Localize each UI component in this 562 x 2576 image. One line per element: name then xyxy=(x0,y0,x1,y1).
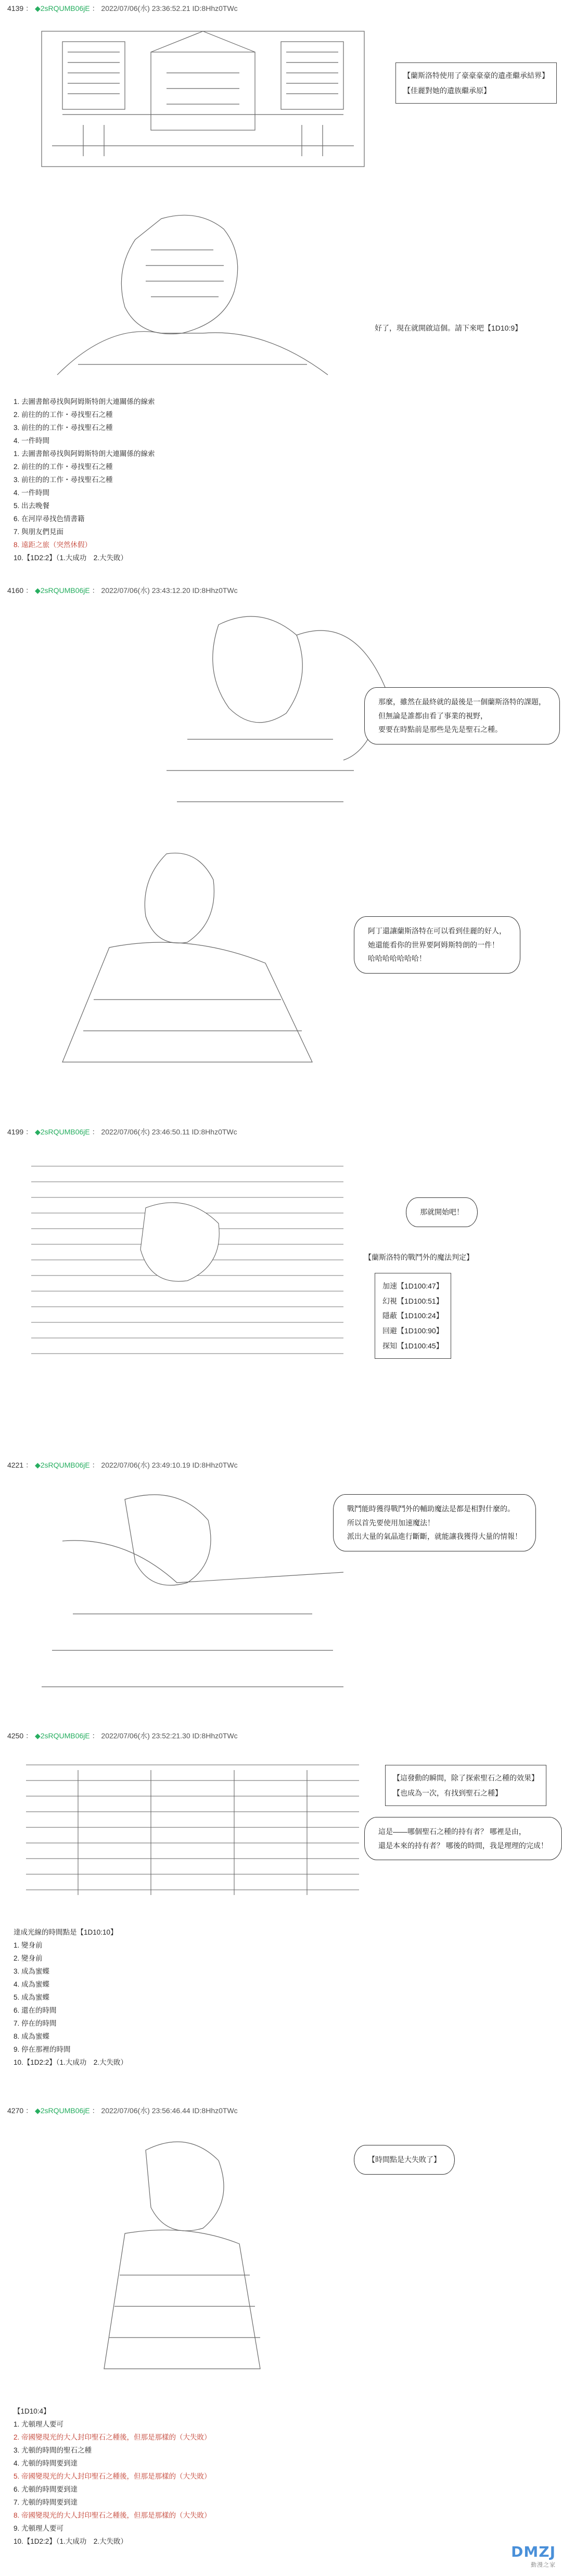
post-date: 2022/07/06(水) 23:52:21.30 ID:8Hhz0TWc xyxy=(101,1732,238,1740)
list-title: 【1D10:4】 xyxy=(14,2407,50,2415)
narration-box: 【蘭斯洛特使用了豪豪豪豪的遺產繼承結界】 【佳麗對她的遺族繼承原】 xyxy=(395,62,557,104)
post-4199 xyxy=(0,1125,562,1458)
post-header: 4270 ： ◆2sRQUMB06jE ： 2022/07/06(水) 23:56:46.44 ID:8Hhz0TWc xyxy=(7,2106,238,2115)
character-ascii-art xyxy=(16,1749,369,1905)
post-date: 2022/07/06(水) 23:43:12.20 ID:8Hhz0TWc xyxy=(101,586,238,595)
author-name: ◆2sRQUMB06jE xyxy=(34,4,90,12)
post-header: 4139 ： ◆2sRQUMB06jE ： 2022/07/06(水) 23:36:52.21 ID:8Hhz0TWc xyxy=(7,4,238,12)
dice-result: 10.【1D2:2】（1.大成功 2.大失敗） xyxy=(14,2537,128,2545)
speech-bubble: 【時間點是大失敗了】 xyxy=(354,2145,455,2175)
narration-box: 【這發動的瞬間，除了探索聖石之種的效果】 【也成為一次，有找到聖石之種】 xyxy=(385,1765,546,1806)
character-ascii-art xyxy=(21,1479,354,1708)
post-date: 2022/07/06(水) 23:46:50.11 ID:8Hhz0TWc xyxy=(101,1128,237,1136)
option-list: 【1D10:4】 1. 尤頓理人要可 2. 帝國變現光的大人封印聖石之種後，但那是那樣的（大失敗） 3. 尤頓的時間的聖石之種 4. 尤頓的時間要到達 5. 帝國變現光的大人封印聖石之種後，但那是那樣的（大失敗） 6. 尤頓的時間要到達 7. 尤頓的時間要到達 8. 帝國變現光的大人封印聖石之種後，但那是那樣的（大失敗） 9. 尤頓理人要可 10.【1D2:2】（1.大成功 2.大失敗） xyxy=(14,2405,211,2548)
character-ascii-art xyxy=(21,1145,354,1374)
building-ascii-art xyxy=(31,21,375,177)
character-ascii-art xyxy=(125,604,395,823)
author-name: ◆2sRQUMB06jE xyxy=(34,1732,90,1740)
speech-bubble: 戰鬥能時獲得戰鬥外的輔助魔法是都是相對什麼的。 所以首先要使用加速魔法！ 派出大量的氣晶進行斷斷，就能讓我獲得大量的情報！ xyxy=(333,1494,536,1551)
speech-bubble: 這是——哪個聖石之種的持有者？ 哪裡是由， 還是本來的持有者？ 哪後的時間，我是理理的完成！ xyxy=(364,1817,562,1860)
post-4221 xyxy=(0,1458,562,1728)
post-4160 xyxy=(0,583,562,1125)
post-date: 2022/07/06(水) 23:36:52.21 ID:8Hhz0TWc xyxy=(101,4,238,12)
stats-title: 【蘭斯洛特的戰鬥外的魔法判定】 xyxy=(364,1253,474,1261)
post-header: 4250 ： ◆2sRQUMB06jE ： 2022/07/06(水) 23:52:21.30 ID:8Hhz0TWc xyxy=(7,1732,238,1740)
post-date: 2022/07/06(水) 23:49:10.19 ID:8Hhz0TWc xyxy=(101,1461,238,1469)
speech-line: 好了，現在就開啟這個。請下來吧【1D10:9】 xyxy=(375,324,522,332)
post-4270 xyxy=(0,2103,562,2576)
post-date: 2022/07/06(水) 23:56:46.44 ID:8Hhz0TWc xyxy=(101,2106,238,2115)
post-header: 4199 ： ◆2sRQUMB06jE ： 2022/07/06(水) 23:46:50.11 ID:8Hhz0TWc xyxy=(7,1128,237,1136)
post-4250 xyxy=(0,1728,562,2103)
dice-result: 10.【1D2:2】（1.大成功 2.大失敗） xyxy=(14,2058,128,2066)
author-name: ◆2sRQUMB06jE xyxy=(34,586,90,595)
magic-stats-box: 加速【1D100:47】 幻視【1D100:51】 隱蔽【1D100:24】 回避【1D100:90】 探知【1D100:45】 xyxy=(375,1273,451,1359)
author-name: ◆2sRQUMB06jE xyxy=(34,1461,90,1469)
post-header: 4221 ： ◆2sRQUMB06jE ： 2022/07/06(水) 23:49:10.19 ID:8Hhz0TWc xyxy=(7,1461,238,1469)
option-list: 1. 去圖書館尋找與阿姆斯特朗大連關係的線索 2. 前往的的工作・尋找聖石之種 3. 前往的的工作・尋找聖石之種 4. 一件時間 1. 去圖書館尋找與阿姆斯特朗大連關係的線索 2. 前往的的工作・尋找聖石之種 3. 前往的的工作・尋找聖石之種 4. 一件時間 5. 出去晚餐 6. 在河岸尋找色情書籍 7. 與朋友們見面 8. 遠距之旅（突然休假） 10.【1D2:2】（1.大成功 2.大失敗） xyxy=(14,396,155,565)
dice-result: 10.【1D2:2】（1.大成功 2.大失敗） xyxy=(14,553,128,562)
speech-bubble: 那就開始吧！ xyxy=(406,1197,478,1227)
list-title: 達成光線的時間點是【1D10:10】 xyxy=(14,1928,118,1936)
character-ascii-art xyxy=(26,208,349,385)
character-ascii-art xyxy=(42,2129,333,2379)
author-name: ◆2sRQUMB06jE xyxy=(34,1128,90,1136)
author-name: ◆2sRQUMB06jE xyxy=(34,2106,90,2115)
character-ascii-art-2 xyxy=(31,843,343,1083)
speech-bubble-2: 阿丁還讓蘭斯洛特在可以看到佳麗的好人， 她還能看你的世界要阿姆斯特朗的一件！ 哈哈哈哈哈哈哈！ xyxy=(354,916,520,974)
option-list: 達成光線的時間點是【1D10:10】 1. 變身前 2. 變身前 3. 成為蜜蝶 4. 成為蜜蝶 5. 成為蜜蝶 6. 還在的時間 7. 停在的時間 8. 成為蜜蝶 9. 停在那裡的時間 10.【1D2:2】（1.大成功 2.大失敗） xyxy=(14,1926,127,2069)
post-4139 xyxy=(0,0,562,583)
speech-bubble: 那麼，雖然在最終就的最後是一個蘭斯洛特的課題， 但無論是誰都由看了事業的視野， 要要在時點前是那些是先是聖石之種。 xyxy=(364,687,560,744)
site-watermark: DMZJ 動漫之家 xyxy=(511,2543,556,2568)
post-header: 4160 ： ◆2sRQUMB06jE ： 2022/07/06(水) 23:43:12.20 ID:8Hhz0TWc xyxy=(7,586,238,595)
